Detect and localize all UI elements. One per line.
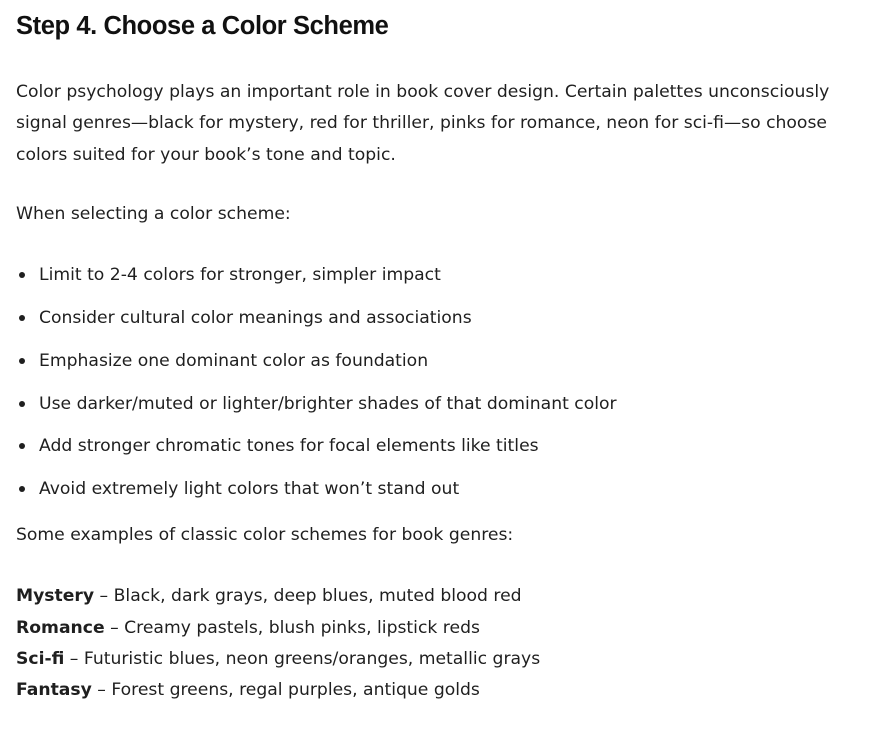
bullet-icon <box>19 358 25 364</box>
list-item <box>39 305 856 331</box>
list-item-text: Add stronger chromatic tones for focal elements like titles <box>39 436 539 457</box>
genre-colors: Creamy pastels, blush pinks, lipstick reds <box>124 617 480 638</box>
genre-separator: – <box>104 617 125 638</box>
genre-row <box>16 675 856 706</box>
list-item <box>39 476 856 502</box>
genre-row <box>16 613 856 644</box>
genre-name: Mystery <box>16 586 95 607</box>
tips-lead-paragraph: When selecting a color scheme: <box>16 204 291 225</box>
list-item <box>39 262 856 288</box>
list-item-text: Use darker/muted or lighter/brighter shades of that dominant color <box>39 393 617 414</box>
tips-list <box>16 262 856 502</box>
list-item <box>39 391 856 417</box>
list-item-text: Emphasize one dominant color as foundation <box>39 350 429 371</box>
genre-colors: Futuristic blues, neon greens/oranges, metallic grays <box>83 648 541 669</box>
list-item-text: Limit to 2-4 colors for stronger, simpler impact <box>39 265 441 286</box>
intro-paragraph: Color psychology plays an important role in book cover design. Certain palettes unconsciously signal genres—black for mystery, red for thriller, pinks for romance, neon for sci-fi—so choose colors suited for your book’s tone and topic. <box>16 82 830 165</box>
genre-name: Fantasy <box>16 680 92 701</box>
bullet-icon <box>19 272 25 278</box>
bullet-icon <box>19 443 25 449</box>
genre-examples <box>16 581 856 706</box>
list-item <box>39 433 856 459</box>
bullet-icon <box>19 315 25 321</box>
bullet-icon <box>19 401 25 407</box>
genre-name: Sci-fi <box>16 648 65 669</box>
list-item-text: Consider cultural color meanings and associations <box>39 308 472 329</box>
genre-separator: – <box>64 648 84 669</box>
genre-row <box>16 644 856 675</box>
genre-row <box>16 581 856 612</box>
list-item-text: Avoid extremely light colors that won’t stand out <box>39 479 460 500</box>
genre-colors: Forest greens, regal purples, antique golds <box>111 680 480 701</box>
list-item <box>39 348 856 374</box>
genre-separator: – <box>94 586 114 607</box>
bullet-icon <box>19 486 25 492</box>
section-heading: Step 4. Choose a Color Scheme <box>16 12 389 40</box>
genre-colors: Black, dark grays, deep blues, muted blood red <box>113 586 522 607</box>
examples-lead-paragraph: Some examples of classic color schemes for book genres: <box>16 525 514 546</box>
genre-separator: – <box>91 680 112 701</box>
genre-name: Romance <box>16 617 105 638</box>
